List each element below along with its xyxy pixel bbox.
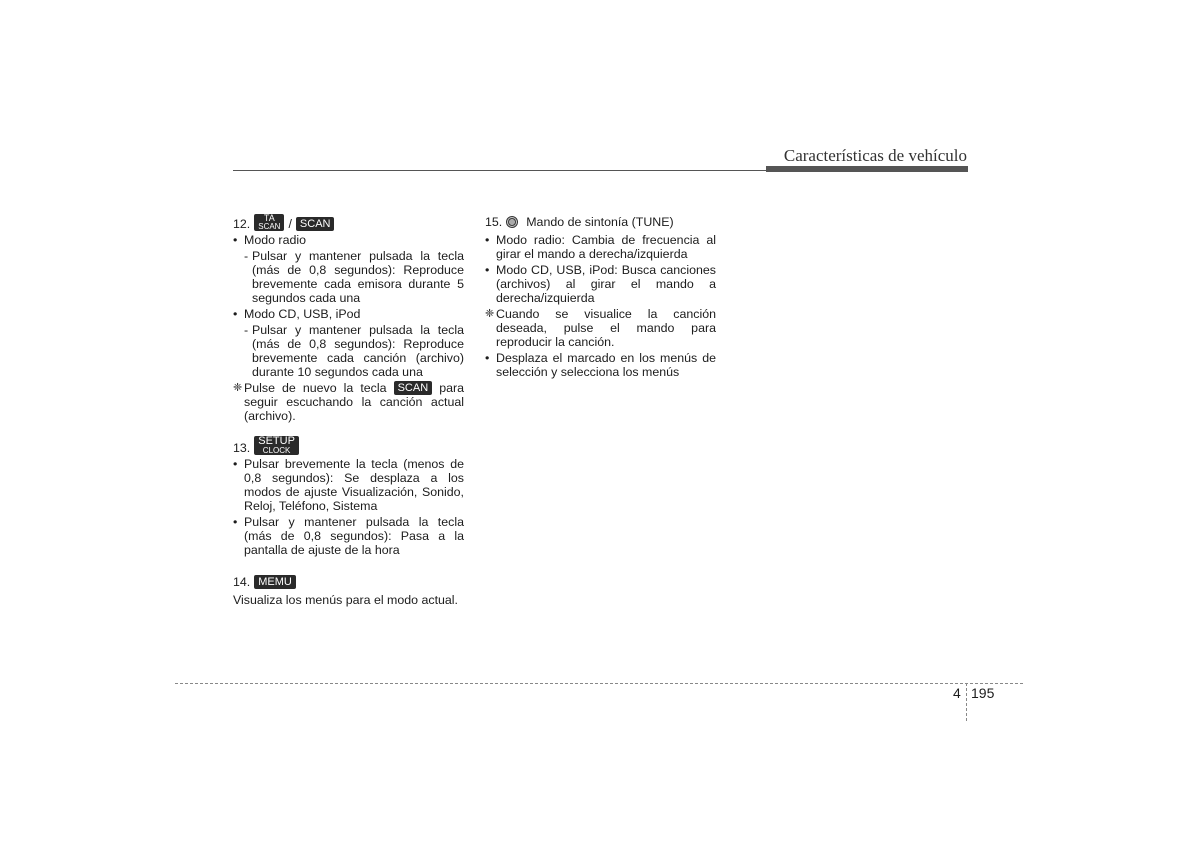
item-number: 14.	[233, 575, 251, 589]
item-text: Pulsar y mantener pulsada la tecla (más de 0,8 segundos): Reproduce brevemente cada canción (archivo) durante 10 segundos cada una	[252, 323, 464, 379]
setup-clock-key-icon: SETUP CLOCK	[254, 436, 299, 455]
footer-dashed-rule	[175, 683, 1023, 684]
scan-key-icon: SCAN	[296, 217, 335, 231]
item-title: Mando de sintonía (TUNE)	[526, 215, 674, 229]
note-mark-icon: ❈	[485, 308, 495, 320]
item-text: Pulsar y mantener pulsada la tecla (más de 0,8 segundos): Reproduce brevemente cada emisora durante 5 segundos cada una	[252, 249, 464, 305]
tune-knob-icon	[506, 215, 522, 229]
item-number: 12.	[233, 217, 251, 231]
note-mark-icon: ❈	[233, 382, 243, 394]
scan-key-icon: SCAN	[394, 381, 433, 395]
item-number: 15.	[485, 215, 503, 229]
bullet-mark: •	[485, 263, 490, 277]
item-13-heading	[233, 437, 464, 455]
item-14-text: Visualiza los menús para el modo actual.	[233, 593, 458, 607]
bullet-mark: •	[485, 351, 490, 365]
item-text: para seguir escuchando la canción actual (archivo).	[244, 381, 464, 423]
chapter-number: 4	[953, 685, 961, 701]
item-number: 13.	[233, 441, 251, 455]
note-item	[233, 381, 464, 423]
dash-mark: -	[244, 249, 249, 263]
list-item	[485, 263, 716, 305]
list-subitem	[233, 249, 464, 305]
item-text: Desplaza el marcado en los menús de selección y selecciona los menús	[496, 351, 716, 379]
item-14-heading	[233, 573, 464, 591]
list-item	[233, 233, 464, 247]
bullet-mark: •	[233, 307, 238, 321]
bullet-mark: •	[233, 233, 238, 247]
ta-scan-key-icon: TA SCAN	[254, 214, 284, 231]
dash-mark: -	[244, 323, 249, 337]
menu-key-icon: MEMU	[254, 575, 296, 589]
bullet-mark: •	[233, 515, 238, 529]
list-item	[485, 233, 716, 261]
footer-dashed-divider	[966, 683, 967, 721]
list-subitem	[233, 323, 464, 379]
header-rule	[233, 170, 766, 171]
item-text: Pulse de nuevo la tecla	[244, 381, 387, 395]
slash-separator: /	[288, 217, 292, 231]
left-column	[233, 213, 464, 607]
item-text: Pulsar brevemente la tecla (menos de 0,8 segundos): Se desplaza a los modos de ajuste Visualización, Sonido, Reloj, Teléfono, Sistema	[244, 457, 464, 513]
right-column	[485, 213, 716, 379]
item-text: Modo CD, USB, iPod: Busca canciones (archivos) al girar el mando a derecha/izquierda	[496, 263, 716, 305]
page-number: 195	[971, 685, 995, 701]
item-12-heading	[233, 213, 464, 231]
list-item	[233, 307, 464, 321]
item-text: Modo radio	[244, 233, 306, 247]
list-item	[485, 351, 716, 379]
item-text: Pulsar y mantener pulsada la tecla (más de 0,8 segundos): Pasa a la pantalla de ajuste de la hora	[244, 515, 464, 557]
item-15-heading	[485, 213, 716, 231]
note-item	[485, 307, 716, 349]
item-text: Modo CD, USB, iPod	[244, 307, 361, 321]
header-rule-accent	[766, 166, 968, 172]
list-item	[233, 457, 464, 513]
section-title: Características de vehículo	[783, 146, 967, 165]
list-item	[233, 515, 464, 557]
bullet-mark: •	[233, 457, 238, 471]
item-text: Cuando se visualice la canción deseada, pulse el mando para reproducir la canción.	[496, 307, 716, 349]
bullet-mark: •	[485, 233, 490, 247]
item-text: Modo radio: Cambia de frecuencia al girar el mando a derecha/izquierda	[496, 233, 716, 261]
